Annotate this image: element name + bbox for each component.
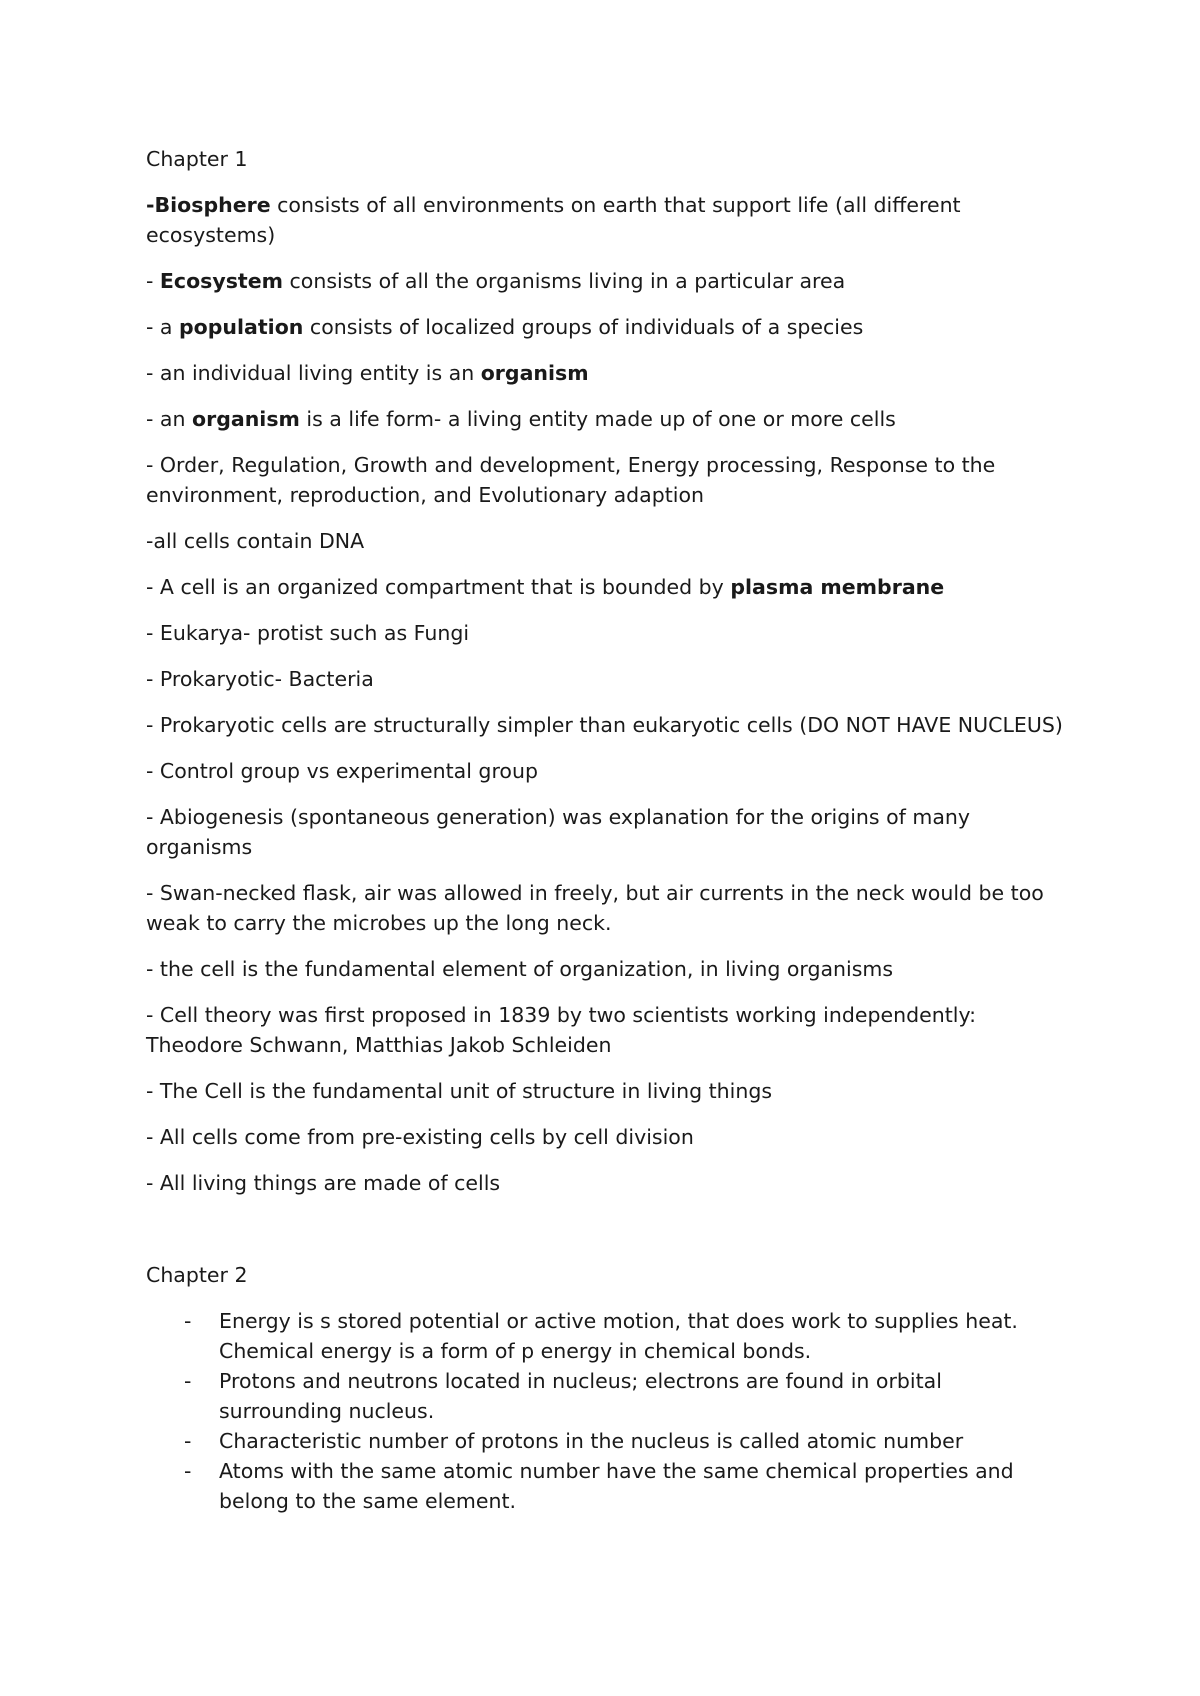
chapter-2-list [146, 1306, 1066, 1516]
chapter-1-item: - Prokaryotic- Bacteria [146, 667, 374, 691]
chapter-1-item: - the cell is the fundamental element of organization, in living organisms [146, 957, 894, 981]
chapter-2-heading: Chapter 2 [146, 1263, 248, 1287]
chapter-1-heading: Chapter 1 [146, 147, 248, 171]
chapter-1-item: - Cell theory was first proposed in 1839 by two scientists working independently: Theodore Schwann, Matthias Jakob Schleiden [146, 1003, 976, 1057]
chapter-1-item: - All living things are made of cells [146, 1171, 501, 1195]
chapter-1-item: - Control group vs experimental group [146, 759, 538, 783]
chapter-1-item: - Eukarya- protist such as Fungi [146, 621, 470, 645]
chapter-1-item: - a population consists of localized groups of individuals of a species [146, 315, 864, 339]
list-dash: - [184, 1459, 192, 1483]
list-dash: - [184, 1429, 192, 1453]
document-content [146, 144, 1066, 1516]
chapter-1-item: - A cell is an organized compartment that is bounded by plasma membrane [146, 575, 945, 599]
chapter-1-item: - Prokaryotic cells are structurally simpler than eukaryotic cells (DO NOT HAVE NUCLEUS) [146, 713, 1063, 737]
chapter-1-item: - The Cell is the fundamental unit of structure in living things [146, 1079, 773, 1103]
chapter-1-item: - Ecosystem consists of all the organisms living in a particular area [146, 269, 846, 293]
chapter-1-item: - an individual living entity is an organism [146, 361, 589, 385]
chapter-2-list-item: - Protons and neutrons located in nucleus; electrons are found in orbital surrounding nucleus. [146, 1366, 1066, 1426]
chapter-1-item: -Biosphere consists of all environments on earth that support life (all different ecosystems) [146, 193, 961, 247]
chapter-2-list-item: - Energy is s stored potential or active motion, that does work to supplies heat. Chemical energy is a form of p energy in chemical bonds. [146, 1306, 1066, 1366]
chapter-1-item: - All cells come from pre-existing cells by cell division [146, 1125, 694, 1149]
chapter-1-item: - an organism is a life form- a living entity made up of one or more cells [146, 407, 896, 431]
chapter-1-item: - Abiogenesis (spontaneous generation) was explanation for the origins of many organisms [146, 805, 971, 859]
chapter-2-list-item: - Atoms with the same atomic number have the same chemical properties and belong to the same element. [146, 1456, 1066, 1516]
list-dash: - [184, 1309, 192, 1333]
chapter-2-list-item: - Characteristic number of protons in the nucleus is called atomic number [146, 1426, 1066, 1456]
chapter-1-item: - Swan-necked flask, air was allowed in freely, but air currents in the neck would be too weak to carry the microbes up the long neck. [146, 881, 1044, 935]
chapter-1-item: - Order, Regulation, Growth and development, Energy processing, Response to the environment, reproduction, and Evolutionary adaption [146, 453, 996, 507]
chapter-1-item: -all cells contain DNA [146, 529, 365, 553]
list-dash: - [184, 1369, 192, 1393]
